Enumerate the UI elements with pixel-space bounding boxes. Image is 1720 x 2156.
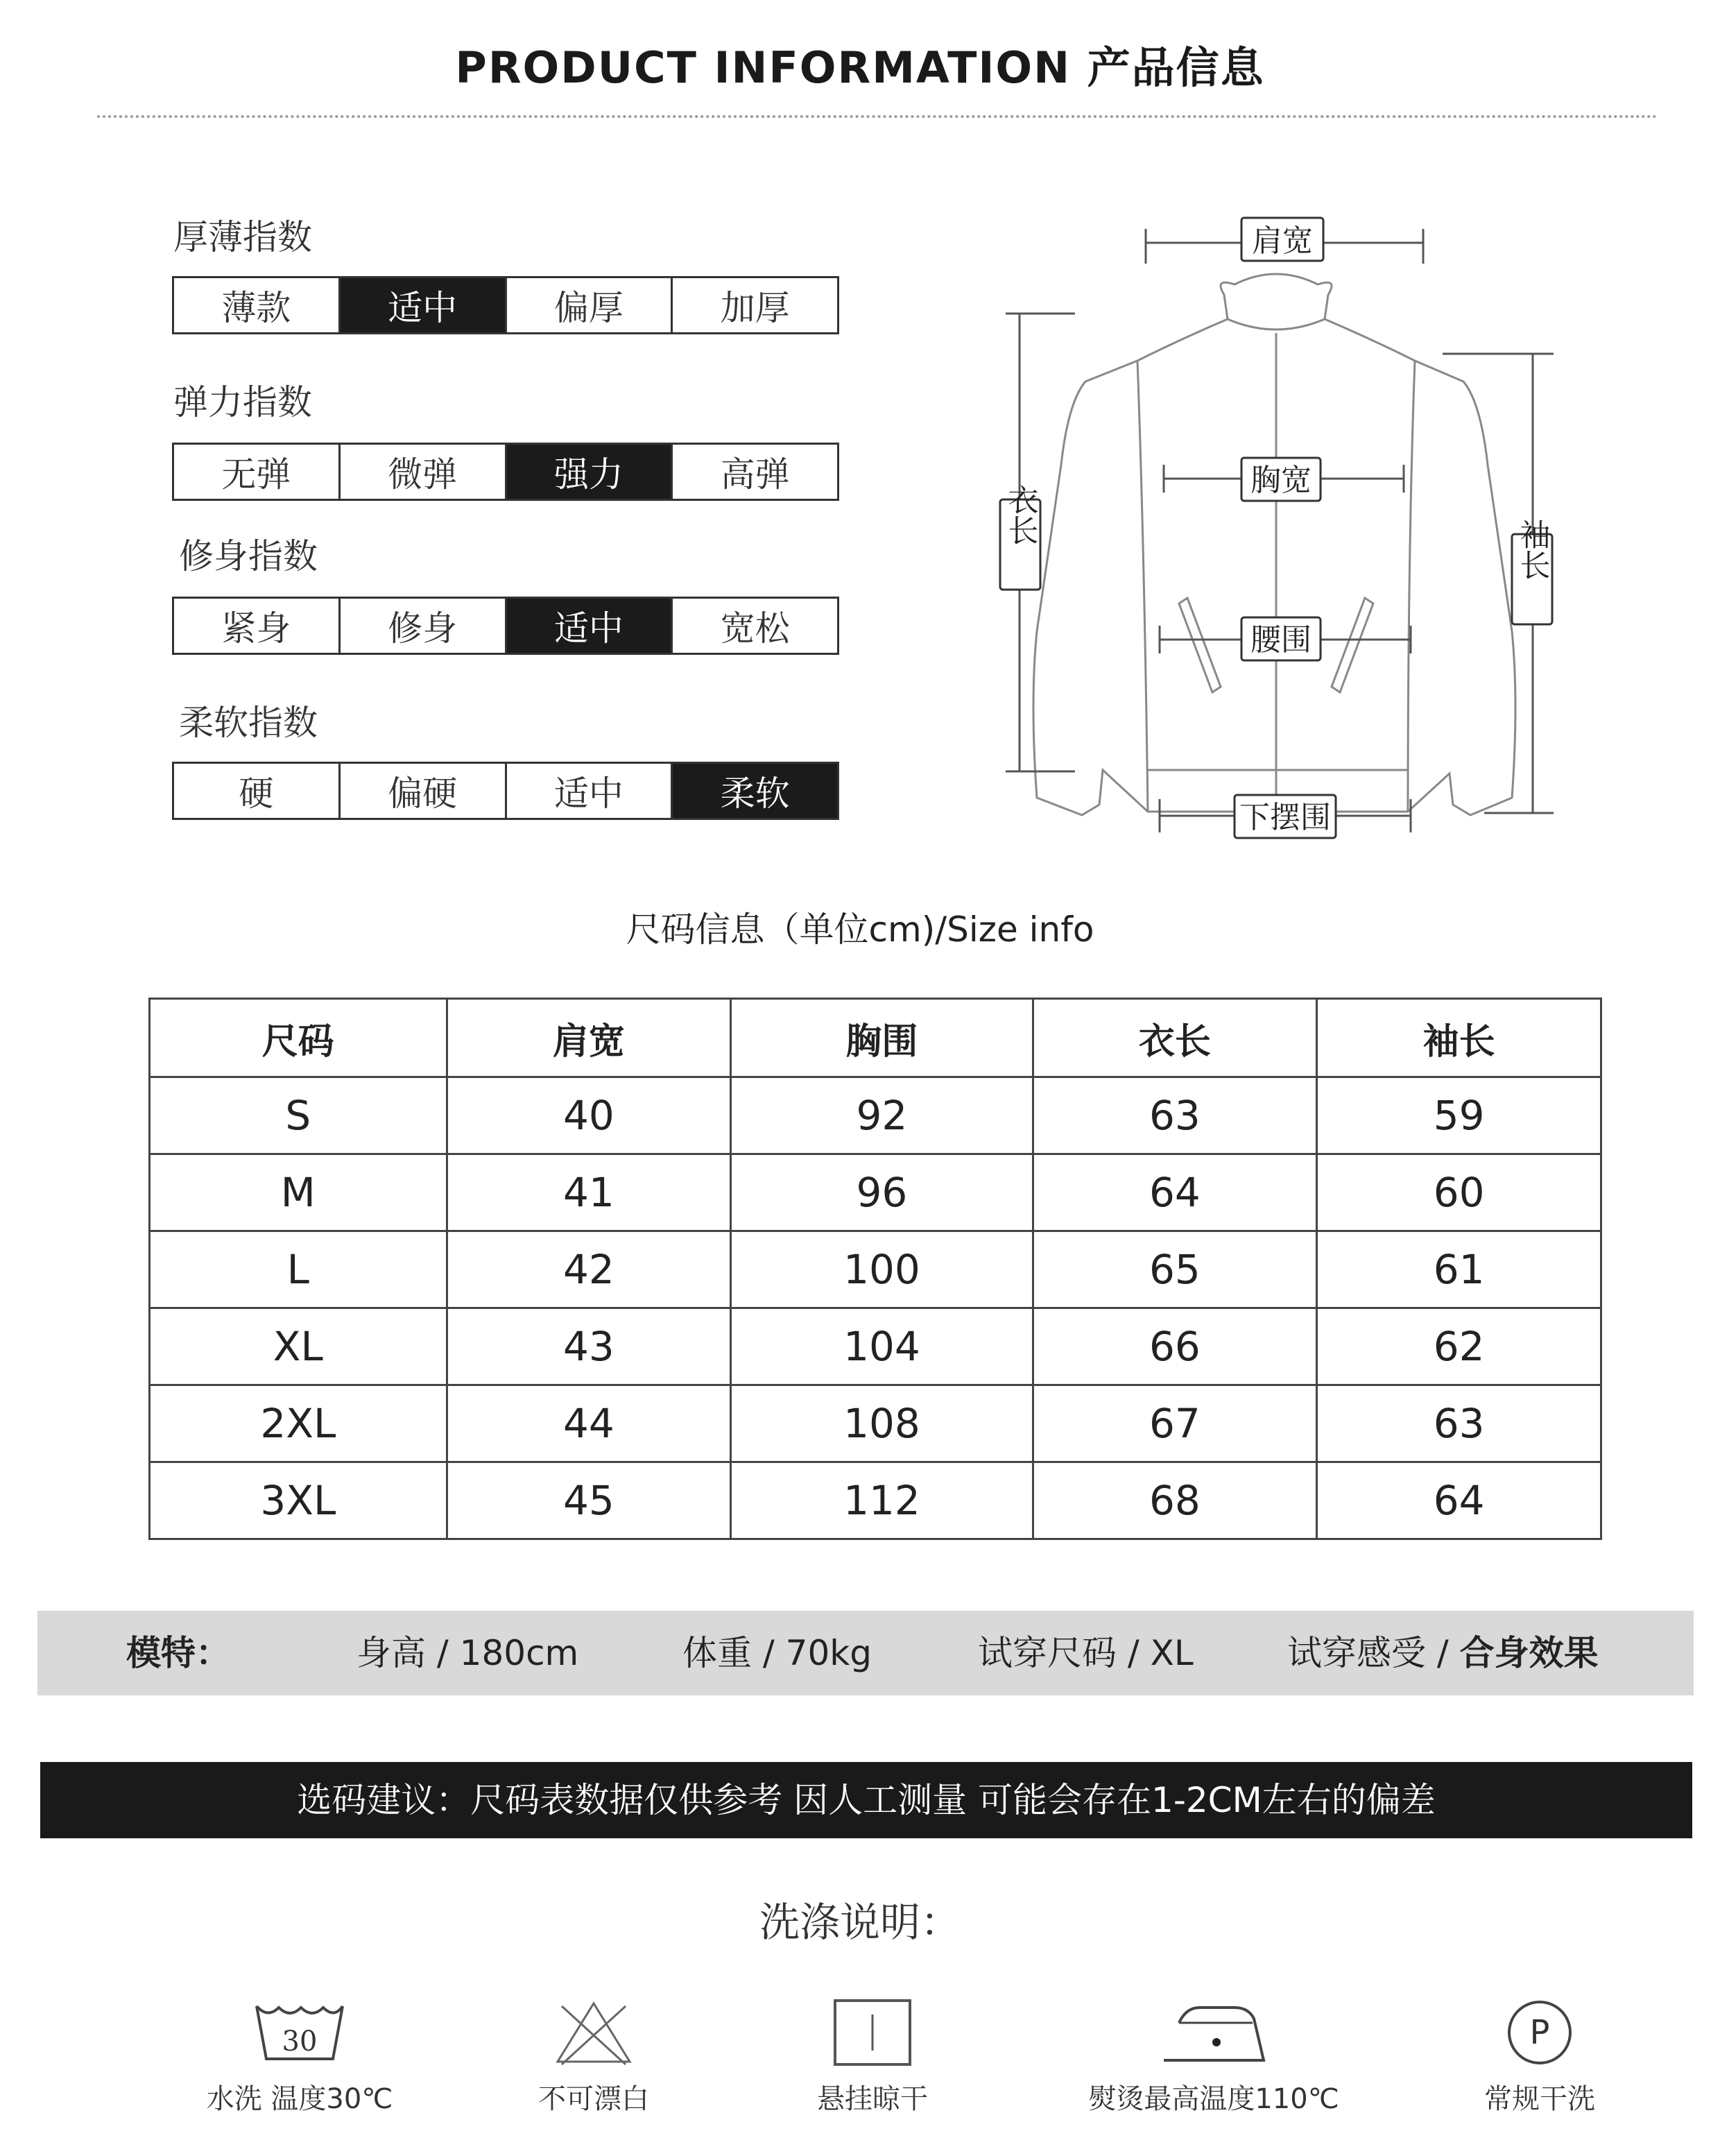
table-cell: 42 (447, 1231, 731, 1308)
table-cell: 92 (731, 1077, 1033, 1154)
table-cell: 62 (1317, 1308, 1601, 1385)
care-item-no-bleach (448, 1998, 739, 2116)
table-cell: 40 (447, 1077, 731, 1154)
model-height: 身高 / 180cm (356, 1633, 579, 1673)
care-label: 常规干洗 (1484, 2083, 1595, 2115)
shoulder-label: 肩宽 (1252, 223, 1313, 259)
scale-option: 紧身 (174, 599, 341, 653)
fit-scale (172, 597, 839, 655)
scale-option: 高弹 (673, 445, 837, 499)
size-table-title: 尺码信息（单位cm)/Size info (626, 909, 1094, 950)
care-item-dry-clean (1394, 1998, 1685, 2116)
chest-label: 胸宽 (1250, 463, 1312, 498)
page-title: PRODUCT INFORMATION 产品信息 (455, 42, 1265, 93)
model-label: 模特： (126, 1633, 230, 1673)
thickness-scale (172, 276, 839, 334)
care-label: 悬挂晾干 (817, 2083, 928, 2115)
table-cell: 67 (1033, 1385, 1317, 1462)
model-weight: 体重 / 70kg (682, 1633, 872, 1673)
scale-option: 偏厚 (507, 278, 673, 332)
table-cell: 64 (1033, 1154, 1317, 1231)
table-cell: 63 (1033, 1077, 1317, 1154)
table-cell: 112 (731, 1462, 1033, 1539)
table-cell: 41 (447, 1154, 731, 1231)
table-row (150, 1462, 1601, 1539)
table-row (150, 1385, 1601, 1462)
header-length: 衣长 (1033, 999, 1317, 1077)
table-row (150, 1231, 1601, 1308)
scale-option-selected: 柔软 (673, 764, 837, 818)
scale-option: 硬 (174, 764, 341, 818)
table-cell: 63 (1317, 1385, 1601, 1462)
table-cell: 64 (1317, 1462, 1601, 1539)
scale-option: 加厚 (673, 278, 837, 332)
waist-label: 腰围 (1250, 622, 1312, 658)
scale-option: 偏硬 (341, 764, 507, 818)
softness-index-label: 柔软指数 (179, 703, 318, 743)
jacket-measurement-diagram (971, 201, 1581, 846)
iron-110-icon (1158, 1998, 1269, 2067)
wash-temp: 30 (282, 2026, 318, 2057)
scale-option-selected: 适中 (341, 278, 507, 332)
elasticity-index-label: 弹力指数 (173, 382, 312, 422)
table-cell: 2XL (150, 1385, 447, 1462)
table-cell: 60 (1317, 1154, 1601, 1231)
table-cell: L (150, 1231, 447, 1308)
care-item-iron (1068, 1998, 1359, 2116)
table-cell: 66 (1033, 1308, 1317, 1385)
elasticity-scale (172, 443, 839, 501)
header-sleeve: 袖长 (1317, 999, 1601, 1077)
scale-option: 薄款 (174, 278, 341, 332)
thickness-index-label: 厚薄指数 (173, 217, 312, 257)
table-cell: 61 (1317, 1231, 1601, 1308)
table-cell: 65 (1033, 1231, 1317, 1308)
table-cell: 59 (1317, 1077, 1601, 1154)
table-cell: 96 (731, 1154, 1033, 1231)
wash-30-icon (251, 1998, 348, 2067)
table-cell: S (150, 1077, 447, 1154)
table-row (150, 1077, 1601, 1154)
no-bleach-icon (552, 1998, 635, 2067)
table-cell: 45 (447, 1462, 731, 1539)
scale-option: 宽松 (673, 599, 837, 653)
care-label: 不可漂白 (538, 2083, 649, 2115)
table-cell: XL (150, 1308, 447, 1385)
header-size: 尺码 (150, 999, 447, 1077)
hem-label: 下摆围 (1239, 800, 1331, 835)
length-label: 衣长 (1002, 484, 1038, 545)
softness-scale (172, 762, 839, 820)
table-cell: 104 (731, 1308, 1033, 1385)
table-cell: 100 (731, 1231, 1033, 1308)
model-try-size: 试穿尺码 / XL (978, 1633, 1194, 1673)
table-row (150, 1154, 1601, 1231)
hang-dry-icon (831, 1998, 914, 2067)
table-cell: 43 (447, 1308, 731, 1385)
table-cell: 44 (447, 1385, 731, 1462)
dry-clean-symbol: P (1529, 2013, 1550, 2052)
scale-option-selected: 强力 (507, 445, 673, 499)
scale-option: 微弹 (341, 445, 507, 499)
header-shoulder: 肩宽 (447, 999, 731, 1077)
table-cell: 3XL (150, 1462, 447, 1539)
model-info-bar (37, 1611, 1694, 1695)
table-cell: 68 (1033, 1462, 1317, 1539)
scale-option: 适中 (507, 764, 673, 818)
care-item-hang-dry (727, 1998, 1018, 2116)
dry-clean-p-icon (1502, 1998, 1578, 2067)
header-chest: 胸围 (731, 999, 1033, 1077)
table-header-row (150, 999, 1601, 1077)
title-divider (97, 115, 1658, 118)
table-row (150, 1308, 1601, 1385)
model-feel-label: 试穿感受 / (1287, 1633, 1460, 1673)
table-cell: 108 (731, 1385, 1033, 1462)
care-item-wash (154, 1998, 445, 2116)
size-table (148, 998, 1602, 1540)
size-advice-banner: 选码建议：尺码表数据仅供参考 因人工测量 可能会存在1-2CM左右的偏差 (40, 1762, 1692, 1838)
model-feel (1287, 1611, 1599, 1695)
fit-index-label: 修身指数 (179, 536, 318, 576)
care-label: 熨烫最高温度110℃ (1088, 2083, 1339, 2115)
jacket-outline (1033, 274, 1515, 815)
scale-option: 修身 (341, 599, 507, 653)
table-cell: M (150, 1154, 447, 1231)
care-label: 水洗 温度30℃ (206, 2083, 393, 2115)
washing-title: 洗涤说明： (759, 1899, 961, 1946)
model-feel-value: 合身效果 (1459, 1633, 1599, 1673)
sleeve-label: 袖长 (1514, 519, 1550, 580)
scale-option: 无弹 (174, 445, 341, 499)
scale-option-selected: 适中 (507, 599, 673, 653)
